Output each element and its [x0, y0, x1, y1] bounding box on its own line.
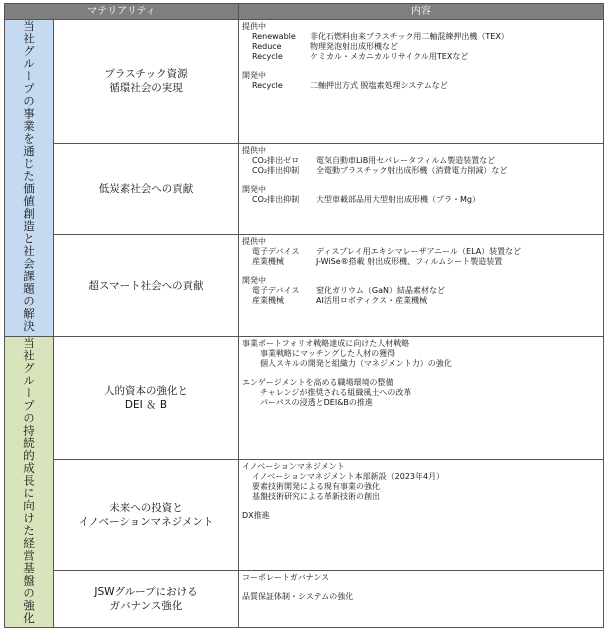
content-line: コーポレートガバナンス: [242, 573, 330, 583]
section-label: 提供中: [242, 237, 267, 247]
content-line: Recycle ケミカル・メカニカルリサイクル用TEXなど: [252, 52, 469, 61]
table-row: [5, 459, 604, 570]
content-line: 産業機械 AI活用ロボティクス・産業機械: [252, 296, 428, 306]
materiality-innovation: [54, 459, 239, 570]
category-label: 当社グループの事業を通じた価値創造と社会課題の解決: [22, 20, 36, 333]
category-value-creation: [5, 20, 54, 337]
content-line: Renewable 非化石燃料由来プラスチック用二軸混練押出機（TEX）: [252, 32, 509, 41]
content-line: 事業戦略にマッチングした人材の獲得: [260, 348, 396, 358]
materiality-title-line: イノベーションマネジメント: [78, 515, 214, 528]
category-management-foundation: [5, 336, 54, 628]
content-human-capital: [239, 336, 604, 459]
materiality-smart-society: [54, 235, 239, 336]
content-low-carbon: [239, 143, 604, 235]
content-line: 要素技術開発による現有事業の強化: [252, 481, 381, 491]
content-line: CO₂排出抑制 全電動プラスチック射出成形機（消費電力削減）など: [252, 165, 508, 175]
content-line: エンゲージメントを高める職場環境の整備: [242, 377, 394, 387]
content-line: イノベーションマネジメント本部新設（2023年4月）: [252, 471, 445, 481]
materiality-title-line: JSWグループにおける: [94, 586, 198, 599]
content-smart-society: [239, 235, 604, 336]
section-label: 開発中: [242, 71, 267, 80]
section-label: 提供中: [242, 145, 267, 155]
materiality-title-line: 人的資本の強化と: [104, 384, 188, 397]
table-row: [5, 235, 604, 336]
materiality-title-line: 超スマート社会への貢献: [88, 279, 204, 292]
content-line: イノベーションマネジメント: [242, 461, 345, 471]
materiality-title-line: 未来への投資と: [109, 501, 183, 514]
content-line: パーパスの浸透とDEI&Bの推進: [260, 397, 373, 407]
header-content: 内容: [239, 4, 604, 20]
content-line: 産業機械 J-WiSe®搭載 射出成形機、フィルムシート製造装置: [252, 257, 503, 267]
table-row: [5, 336, 604, 459]
content-line: 基盤技術研究による革新技術の創出: [252, 491, 381, 501]
content-line: 品質保証体制・システムの強化: [242, 592, 354, 602]
materiality-table: [4, 3, 604, 628]
content-plastic: [239, 20, 604, 144]
content-line: 個人スキルの開発と組織力（マネジメント力）の強化: [260, 358, 452, 368]
table-row: [5, 20, 604, 144]
table-header-row: [5, 4, 604, 20]
materiality-title-line: ガバナンス強化: [109, 600, 183, 613]
content-innovation: [239, 459, 604, 570]
materiality-title-line: 循環社会の実現: [109, 82, 183, 95]
materiality-human-capital: [54, 336, 239, 459]
materiality-low-carbon: [54, 143, 239, 235]
section-label: 提供中: [242, 22, 267, 31]
content-line: Recycle 二軸押出方式 脱塩素処理システムなど: [252, 81, 448, 90]
content-line: CO₂排出ゼロ 電気自動車LiB用セパレータフィルム製造装置など: [252, 155, 496, 165]
materiality-governance: [54, 571, 239, 628]
table-row: [5, 571, 604, 628]
materiality-table-container: [4, 3, 603, 625]
materiality-title-line: DEI ＆ B: [124, 398, 168, 411]
section-label: 開発中: [242, 184, 267, 194]
content-line: CO₂排出抑制 大型車載部品用大型射出成形機（プラ・Mg）: [252, 194, 480, 204]
materiality-title-line: プラスチック資源: [104, 68, 188, 81]
content-line: チャレンジが推奨される組織風土への改革: [260, 387, 412, 397]
content-line: Reduce 物理発泡射出成形機など: [252, 42, 399, 51]
content-line: 電子デバイス 窒化ガリウム（GaN）結晶素材など: [252, 286, 446, 296]
materiality-plastic: [54, 20, 239, 144]
content-line: 電子デバイス ディスプレイ用エキシマレーザアニール（ELA）装置など: [252, 247, 522, 257]
table-row: [5, 143, 604, 235]
content-governance: [239, 571, 604, 628]
section-label: 開発中: [242, 276, 267, 286]
category-label: 当社グループの持続的成長に向けた経営基盤の強化: [22, 336, 36, 625]
header-materiality: マテリアリティ: [5, 4, 239, 20]
content-line: DX推進: [242, 510, 270, 520]
content-line: 事業ポートフォリオ戦略達成に向けた人材戦略: [242, 338, 410, 348]
materiality-title-line: 低炭素社会への貢献: [98, 183, 194, 195]
